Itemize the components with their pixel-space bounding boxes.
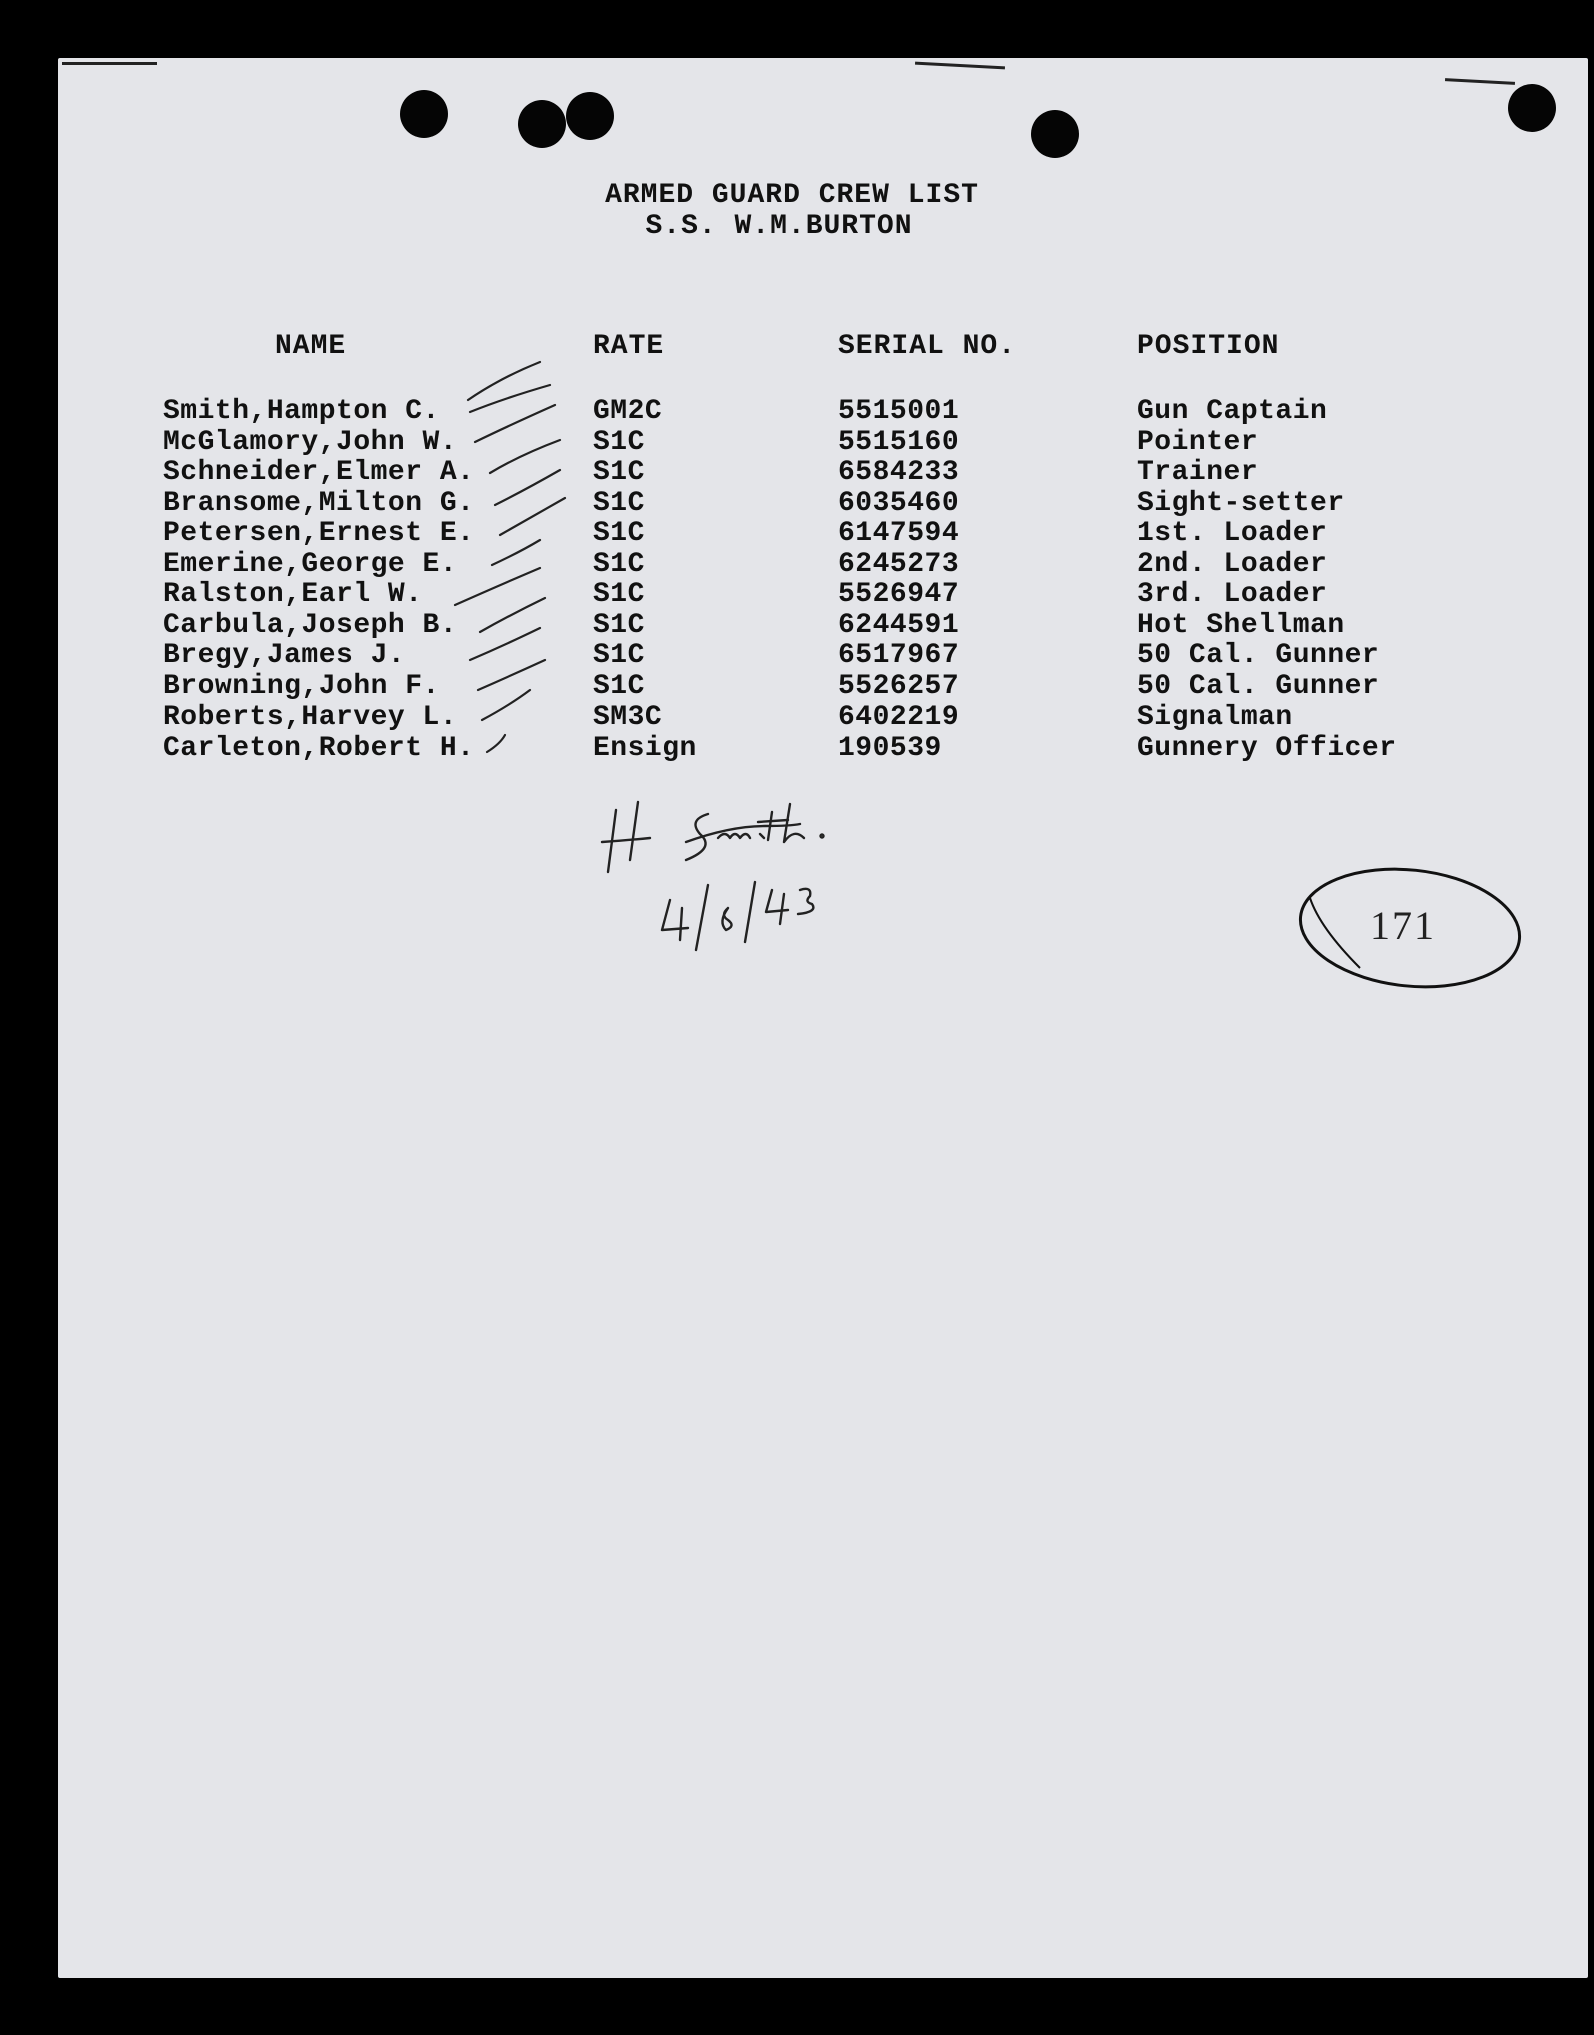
column-header-position: POSITION bbox=[1137, 331, 1280, 362]
punch-hole bbox=[566, 92, 614, 140]
crew-position: 2nd. Loader bbox=[1137, 549, 1328, 580]
crew-name: Carbula,Joseph B. bbox=[163, 610, 458, 641]
document-subtitle: S.S. W.M.BURTON bbox=[645, 211, 913, 242]
crew-rate: GM2C bbox=[593, 396, 663, 427]
crew-rate: S1C bbox=[593, 518, 645, 549]
punch-hole bbox=[518, 100, 566, 148]
punch-hole bbox=[1031, 110, 1079, 158]
crew-position: Gun Captain bbox=[1137, 396, 1328, 427]
crew-name: Bransome,Milton G. bbox=[163, 488, 475, 519]
column-header-serial: SERIAL NO. bbox=[838, 331, 1017, 362]
column-header-rate: RATE bbox=[593, 331, 665, 362]
crew-serial: 6584233 bbox=[838, 457, 960, 488]
crew-serial: 5515160 bbox=[838, 427, 960, 458]
crew-position: 1st. Loader bbox=[1137, 518, 1328, 549]
crew-serial: 6402219 bbox=[838, 702, 960, 733]
crew-serial: 5526257 bbox=[838, 671, 960, 702]
crew-rate: S1C bbox=[593, 579, 645, 610]
table-row bbox=[0, 579, 1594, 609]
crew-serial: 6517967 bbox=[838, 640, 960, 671]
crew-name: Schneider,Elmer A. bbox=[163, 457, 475, 488]
table-row bbox=[0, 427, 1594, 457]
signature bbox=[590, 790, 920, 960]
crew-serial: 190539 bbox=[838, 733, 942, 764]
table-row bbox=[0, 396, 1594, 426]
table-row bbox=[0, 640, 1594, 670]
crew-position: 50 Cal. Gunner bbox=[1137, 671, 1380, 702]
crew-name: Browning,John F. bbox=[163, 671, 440, 702]
crew-name: Roberts,Harvey L. bbox=[163, 702, 458, 733]
crew-position: Signalman bbox=[1137, 702, 1293, 733]
punch-hole bbox=[1508, 84, 1556, 132]
document-title: ARMED GUARD CREW LIST bbox=[605, 180, 979, 211]
punch-hole bbox=[400, 90, 448, 138]
crew-rate: S1C bbox=[593, 488, 645, 519]
crew-position: Trainer bbox=[1137, 457, 1259, 488]
crew-position: Gunnery Officer bbox=[1137, 733, 1397, 764]
table-row bbox=[0, 671, 1594, 701]
table-row bbox=[0, 457, 1594, 487]
crew-rate: S1C bbox=[593, 610, 645, 641]
crew-name: Bregy,James J. bbox=[163, 640, 406, 671]
crew-rate: S1C bbox=[593, 671, 645, 702]
crew-rate: S1C bbox=[593, 549, 645, 580]
crew-name: McGlamory,John W. bbox=[163, 427, 458, 458]
table-row bbox=[0, 610, 1594, 640]
crew-serial: 6147594 bbox=[838, 518, 960, 549]
crew-rate: S1C bbox=[593, 427, 645, 458]
crew-name: Petersen,Ernest E. bbox=[163, 518, 475, 549]
crew-position: 50 Cal. Gunner bbox=[1137, 640, 1380, 671]
table-row bbox=[0, 702, 1594, 732]
top-edge-mark-left bbox=[62, 62, 157, 65]
crew-position: 3rd. Loader bbox=[1137, 579, 1328, 610]
crew-serial: 6035460 bbox=[838, 488, 960, 519]
table-row bbox=[0, 549, 1594, 579]
table-row bbox=[0, 733, 1594, 763]
table-row bbox=[0, 488, 1594, 518]
crew-rate: S1C bbox=[593, 457, 645, 488]
table-row bbox=[0, 518, 1594, 548]
crew-position: Pointer bbox=[1137, 427, 1259, 458]
stamp-number: 171 bbox=[1370, 903, 1436, 948]
crew-name: Ralston,Earl W. bbox=[163, 579, 423, 610]
crew-serial: 5526947 bbox=[838, 579, 960, 610]
crew-serial: 5515001 bbox=[838, 396, 960, 427]
crew-rate: S1C bbox=[593, 640, 645, 671]
crew-serial: 6245273 bbox=[838, 549, 960, 580]
crew-position: Sight-setter bbox=[1137, 488, 1345, 519]
crew-serial: 6244591 bbox=[838, 610, 960, 641]
crew-name: Smith,Hampton C. bbox=[163, 396, 440, 427]
crew-name: Emerine,George E. bbox=[163, 549, 458, 580]
crew-rate: Ensign bbox=[593, 733, 697, 764]
column-header-name: NAME bbox=[275, 331, 347, 362]
crew-rate: SM3C bbox=[593, 702, 663, 733]
crew-position: Hot Shellman bbox=[1137, 610, 1345, 641]
crew-name: Carleton,Robert H. bbox=[163, 733, 475, 764]
